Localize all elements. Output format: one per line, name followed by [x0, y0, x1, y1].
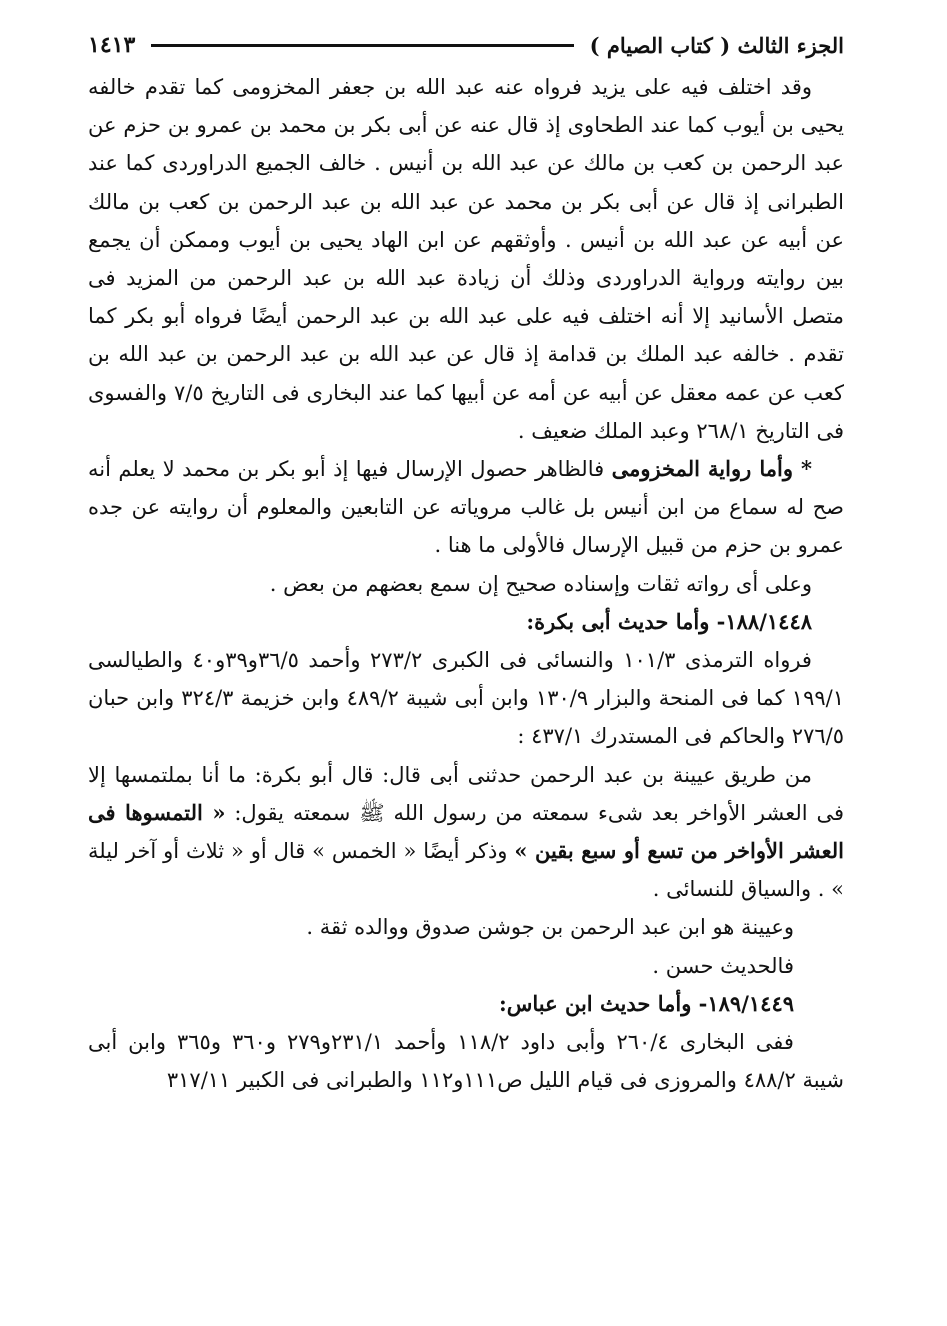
paragraph: وعيينة هو ابن عبد الرحمن بن جوشن صدوق ووالده ثقة .: [306, 915, 794, 940]
bold-lead: * وأما رواية المخزومى: [611, 456, 813, 482]
paragraph: [88, 756, 844, 909]
paragraph-text: وذكر أيضًا « الخمس » قال أو « ثلاث أو آخر ليلة » . والسياق للنسائى .: [88, 839, 844, 902]
paragraph-text: فالظاهر حصول الإرسال فيها إذ أبو بكر بن محمد لا يعلم أنه صح له سماع من ابن أنيس بل غالب مروياته عن التابعين والمعلوم أن روايته عن جده عمرو بن حزم من قبيل الإرسال فالأولى ما هنا .: [88, 457, 844, 558]
paragraph: ففى البخارى ٢٦٠/٤ وأبى داود ١١٨/٢ وأحمد ٢٣١/١و٢٧٩ و٣٦٠ و٣٦٥ وابن أبى شيبة ٤٨٨/٢ والمروزى فى قيام الليل ص١١١و١١٢ والطبرانى فى الكبير ٣١٧/١١: [88, 1030, 844, 1093]
hadith-quote: « التمسوها فى العشر الأواخر من تسع أو سبع بقين »: [88, 799, 844, 864]
paragraph-text: من طريق عيينة بن عبد الرحمن حدثنى أبى قال: قال أبو بكرة: ما أنا بملتمسها إلا فى العشر الأواخر بعد شىء سمعته من رسول الله ﷺ سمعته يقول:: [88, 762, 845, 825]
section-heading: ١٨٩/١٤٤٩- وأما حديث ابن عباس:: [499, 990, 794, 1016]
header-rule: [151, 44, 573, 47]
paragraph: وعلى أى رواته ثقات وإسناده صحيح إن سمع بعضهم من بعض .: [269, 571, 812, 596]
paragraph: فالحديث حسن .: [652, 953, 794, 978]
document-page: [88, 28, 844, 1099]
running-title: الجزء الثالث ( كتاب الصيام ): [589, 32, 844, 58]
section-heading: ١٨٨/١٤٤٨- وأما حديث أبى بكرة:: [526, 608, 812, 634]
page-header: [88, 28, 844, 62]
page-body: [88, 68, 844, 1099]
paragraph: فرواه الترمذى ١٠١/٣ والنسائى فى الكبرى ٢٧٣/٢ وأحمد ٣٦/٥و٣٩و٤٠ والطيالسى ١٩٩/١ كما فى المنحة والبزار ١٣٠/٩ وابن أبى شيبة ٤٨٩/٢ وابن خزيمة ٣٢٤/٣ وابن حبان ٢٧٦/٥ والحاكم فى المستدرك ٤٣٧/١ :: [88, 648, 844, 749]
paragraph: وقد اختلف فيه على يزيد فرواه عنه عبد الله بن جعفر المخزومى كما تقدم خالفه يحيى بن أيوب كما عند الطحاوى إذ قال عنه عن أبى بكر بن محمد بن عمرو بن حزم عن عبد الرحمن بن كعب بن مالك عن عبد الله بن أنيس . خالف الجميع الدراوردى كما عند الطبرانى إذ قال عن أبى بكر بن محمد عن عبد الله بن عبد الرحمن بن كعب بن مالك عن أبيه عن عبد الله بن أنيس . وأوثقهم عن ابن الهاد يحيى بن أيوب وممكن أن يجمع بين روايته ورواية الدراوردى وذلك أن زيادة عبد الله بن عبد الرحمن من المزيد فى متصل الأسانيد إلا أنه اختلف فيه على عبد الله بن عبد الرحمن أيضًا فرواه أبو بكر كما تقدم . خالفه عبد الملك بن قدامة إذ قال عن عبد الله بن عبد الرحمن بن عبد الله بن كعب عن عمه معقل عن أبيه عن أمه عن أبيها كما عند البخارى فى التاريخ ٧/٥ والفسوى فى التاريخ ٢٦٨/١ وعبد الملك ضعيف .: [88, 75, 844, 443]
paragraph: [88, 450, 844, 565]
page-number: ١٤١٣: [88, 32, 136, 58]
